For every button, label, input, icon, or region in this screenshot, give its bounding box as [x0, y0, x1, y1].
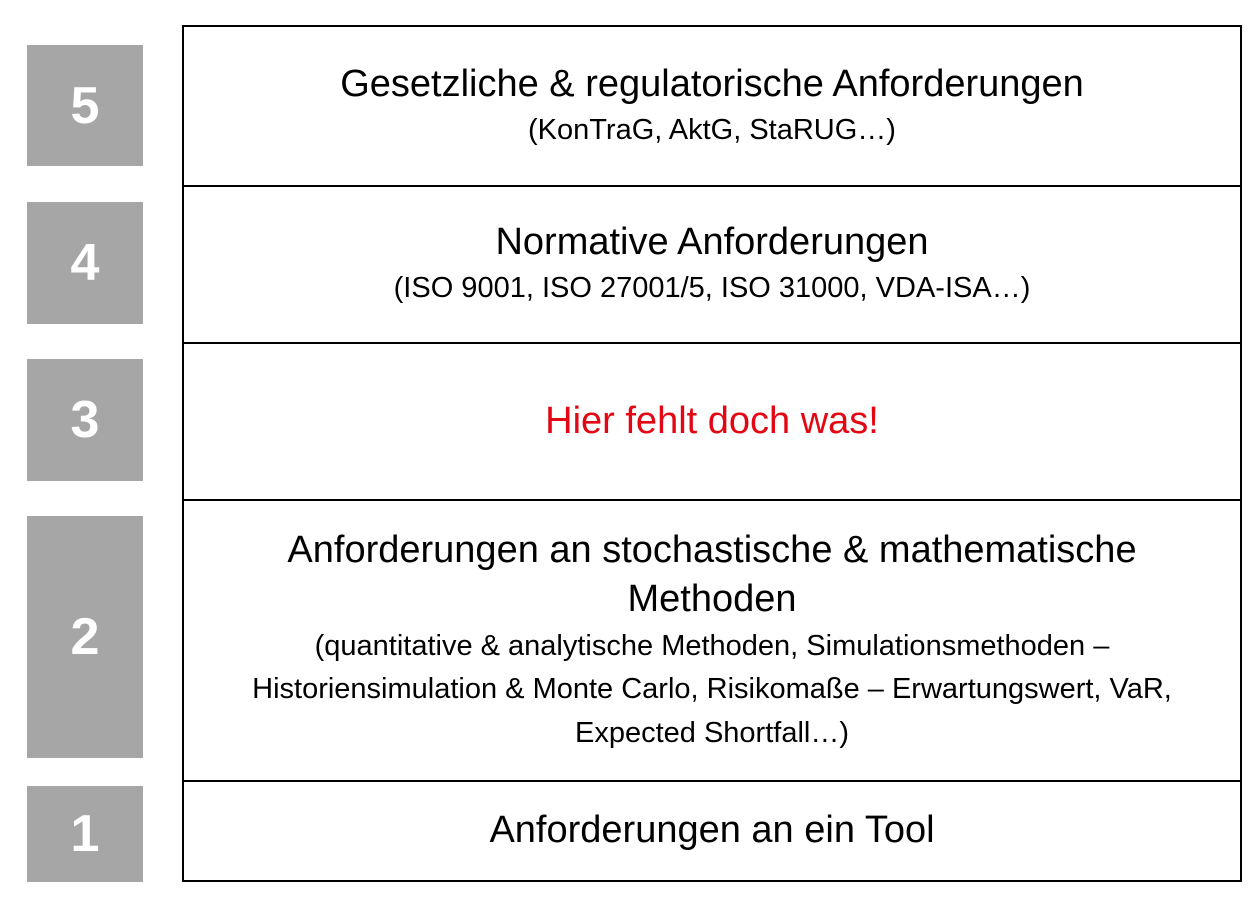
level-5-badge: 5 [27, 45, 143, 166]
level-3-badge: 3 [27, 359, 143, 481]
level-4-title: Normative Anforderungen [495, 221, 929, 264]
level-2-title: Anforderungen an stochastische & mathematische Methoden [287, 528, 1137, 621]
level-4-box [184, 185, 1240, 342]
level-3-box [184, 342, 1240, 499]
level-3-title: Hier fehlt doch was! [545, 399, 879, 442]
level-4-badge: 4 [27, 202, 143, 324]
level-4-subtitle: (ISO 9001, ISO 27001/5, ISO 31000, VDA-ISA…) [393, 272, 1031, 305]
level-5-title: Gesetzliche & regulatorische Anforderungen [340, 62, 1084, 105]
level-1-box [184, 780, 1240, 880]
level-1-title: Anforderungen an ein Tool [489, 809, 935, 852]
level-2-badge: 2 [27, 516, 143, 758]
level-1-badge: 1 [27, 786, 143, 882]
level-2-box [184, 499, 1240, 780]
level-5-subtitle: (KonTraG, AktG, StaRUG…) [528, 113, 896, 146]
level-2-subtitle: (quantitative & analytische Methoden, Simulationsmethoden – Historiensimulation & Monte Carlo, Risikomaße – Erwartungswert, VaR, Expected Shortfall…) [252, 629, 1172, 749]
level-5-box [184, 27, 1240, 185]
requirements-stack [182, 25, 1242, 882]
